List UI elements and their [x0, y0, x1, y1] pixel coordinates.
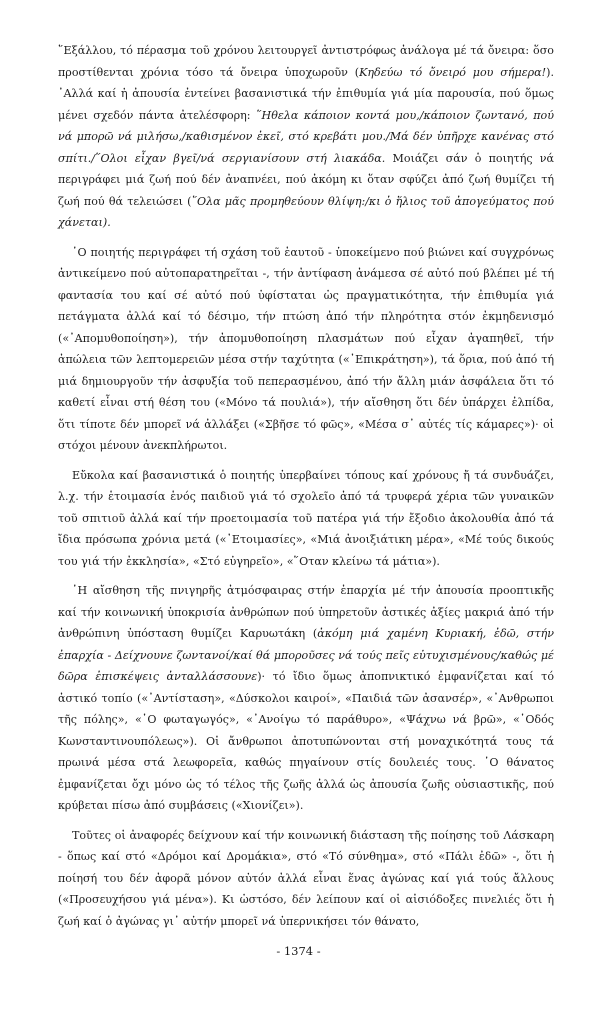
text-segment: Τοῦτες οἱ ἀναφορές δείχνουν καί τήν κοινωνική διάσταση τῆς ποίησης τοῦ Λάσκαρη - ὅπως καί στό «Δρόμοι καί Δρομάκια», στό «Τό σύνθημα», στό «Πάλι ἐδῶ» -, ὅτι ἡ ποίησή του δέν ἀφορᾶ μόνον αὐτόν ἀλλά εἶναι ἕνας ἀγώνας καί γιά τούς ἄλλους («Προσευχήσου γιά μένα»). Κι ὡστόσο, δέν λείπουν καί οἱ αἰσιόδοξες πινελιές ὅτι ἡ ζωή καί ὁ ἀγώνας γι᾿ αὐτήν μπορεῖ νά ὑπερνικήσει τόν θάνατο, — [58, 828, 554, 928]
paragraph-2 — [58, 242, 554, 457]
italic-quote: ῞Ηθελα κάποιον κοντά μου,/κάποιον ζωντανό, πού νά μπορῶ νά μιλήσω,/καθισμένον ἐκεῖ, στό κρεβάτι μου./Μά δέν ὑπῆρχε κανένας στό σπίτι./῞Ολοι εἶχαν βγεῖ/νά σεργιανίσουν στή λιακάδα. — [58, 108, 554, 165]
text-segment: )· τό ἴδιο ὅμως ἀποπνικτικό ἐμφανίζεται καί τό ἀστικό τοπίο («᾿Αντίσταση», «Δύσκολοι καιροί», «Παιδιά τῶν ἀσανσέρ», «᾿Ανθρωποι τῆς πόλης», «῾Ο φωταγωγός», «᾿Ανοίγω τό παράθυρο», «Ψάχνω νά βρῶ», «῾Οδός Κωνσταντινουπόλεως»). Οἱ ἄνθρωποι ἀποτυπώνονται στή μοναχικότητά τους τά πρωινά μέσα στά λεωφορεῖα, καθώς πηγαίνουν στίς δουλειές τους. ῾Ο θάνατος ἐμφανίζεται ὄχι μόνο ὡς τό τέλος τῆς ζωῆς ἀλλά ὡς ἀπουσία ζωῆς οὐσιαστικῆς, πού κρύβεται πίσω ἀπό συμβάσεις («Χιονίζει»). — [58, 670, 554, 812]
italic-quote: ῞Ολα μᾶς προμηθεύουν θλίψη:/κι ὁ ἥλιος τοῦ ἀπογεύματος πού χάνεται). — [58, 194, 554, 229]
text-segment: ). ᾿Αλλά καί ἡ ἀπουσία ἐντείνει βασανιστικά τήν ἐπιθυμία γιά μία παρουσία, πού ὅμως μένει σχεδόν πάντα ἀτελέσφορη: — [58, 65, 554, 122]
paragraph-4 — [58, 580, 554, 817]
paragraph-5 — [58, 825, 554, 933]
italic-quote: ἀκόμη μιά χαμένη Κυριακή, ἐδῶ, στήν ἐπαρχία - Δείχνουνε ζωντανοί/καί θά μποροῦσες νά τούς πεῖς εὐτυχισμένους/καθώς μέ δῶρα ἐπισκέψεις ἀνταλλάσσουνε — [58, 627, 554, 683]
paragraph-3 — [58, 465, 554, 573]
text-segment: ῾Ο ποιητής περιγράφει τή σχάση τοῦ ἑαυτοῦ - ὑποκείμενο πού βιώνει καί συγχρόνως ἀντικείμενο πού αὐτοπαρατηρεῖται -, τήν ἀντίφαση ἀνάμεσα σέ αὐτό πού βλέπει μέ τή φαντασία του καί σέ αὐτό πού ὑφίσταται ὡς πραγματικότητα, τήν ἐπιθυμία γιά πετάγματα ἀλλά καί τό δέσιμο, τήν πτώση ἀπό τήν πληρότητα στόν ἐκμηδενισμό («᾿Απομυθοποίηση»), τήν ἀπομυθοποίηση πλασμάτων πού εἶχαν ἀγαπηθεῖ, τήν ἀπώλεια τῶν λεπτομερειῶν μέσα στήν ταχύτητα («᾿Επικράτηση»), τά ὅρια, πού ἀπό τή μιά δημιουργοῦν τήν ἀσφυξία τοῦ πεπερασμένου, ἀπό τήν ἄλλη μιάν ἀσφάλεια ὅτι τό καθετί εἶναι στή θέση του («Μόνο τά πουλιά»), τήν αἴσθηση ὅτι δέν ὑπάρχει ἐλπίδα, ὅτι τίποτε δέν μπορεῖ νά ἀλλάξει («Σβῆσε τό φῶς», «Μέσα σ᾿ αὐτές τίς κάμαρες»)· οἱ στόχοι μένουν ἀνεκπλήρωτοι. — [58, 245, 554, 452]
page-number: - 1374 - — [276, 944, 321, 958]
italic-quote: Κηδεύω τό ὄνειρό μου σήμερα! — [359, 65, 547, 79]
page-body — [58, 40, 554, 940]
text-segment: ῾Η αἴσθηση τῆς πνιγηρῆς ἀτμόσφαιρας στήν ἐπαρχία μέ τήν ἀπουσία προοπτικῆς καί τήν κοινωνική ὑποκρισία ἀνθρώπων πού ὑπηρετοῦν ἀστικές ἀξίες μακριά ἀπό τήν ἀνθρώπινη ὑπόσταση θυμίζει Καρυωτάκη ( — [58, 584, 554, 640]
text-segment: Εὔκολα καί βασανιστικά ὁ ποιητής ὑπερβαίνει τόπους καί χρόνους ἤ τά συνδυάζει, λ.χ. τήν ἑτοιμασία ἑνός παιδιοῦ γιά τό σχολεῖο ἀπό τά τρυφερά χέρια τῶν γυναικῶν τοῦ σπιτιοῦ ἀλλά καί τήν προετοιμασία τοῦ πατέρα γιά τήν ἔξοδιο ἀκολουθία ἀπό τά ἴδια πρόσωπα χρόνια μετά («᾿Ετοιμασίες», «Μιά ἀνοιξιάτικη μέρα», «Μέ τούς δικούς του γιά τήν ἐκκλησία», «Στό εὐγηρεῖο», «῞Οταν κλείνω τά μάτια»). — [58, 468, 554, 568]
text-segment: ῞Εξάλλου, τό πέρασμα τοῦ χρόνου λειτουργεῖ ἀντιστρόφως ἀνάλογα μέ τά ὄνειρα: ὅσο προστίθενται χρόνια τόσο τά ὄνειρα ὑποχωροῦν ( — [58, 44, 554, 79]
paragraph-1 — [58, 40, 554, 234]
text-segment: Μοιάζει σάν ὁ ποιητής νά περιγράφει μιά ζωή πού δέν ἀναπνέει, πού ἀκόμη κι ὅταν σφύζει ἀπό ζωή θυμίζει τή ζωή πού θά τελειώσει ( — [58, 151, 554, 208]
